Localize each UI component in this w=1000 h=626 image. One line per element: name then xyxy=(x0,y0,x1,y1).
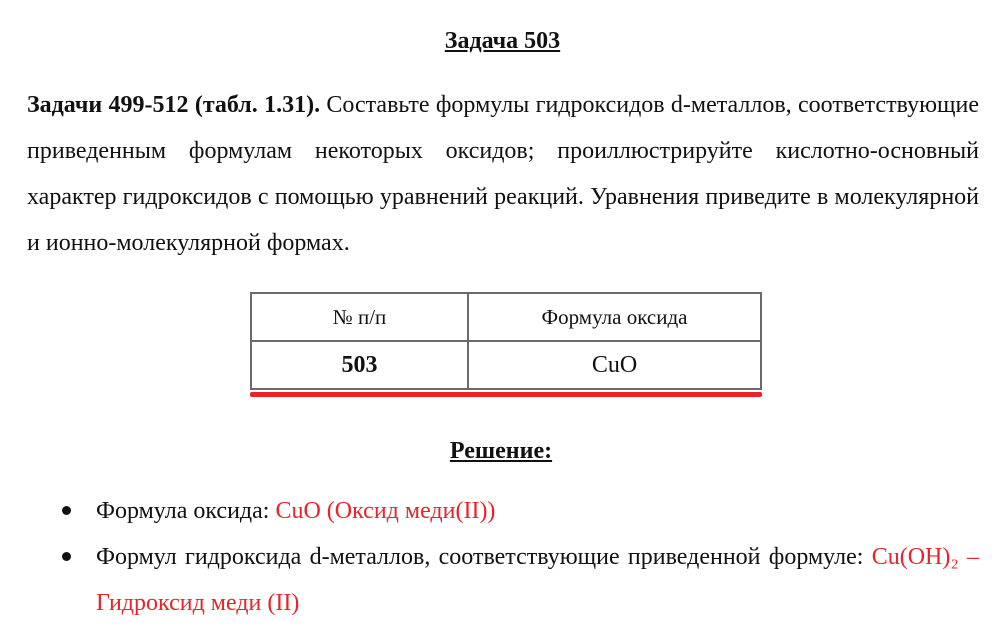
table-header-row xyxy=(251,293,761,341)
bullet-highlight: Cu(OH)₂ – Гидроксид меди (II) xyxy=(96,544,979,616)
bullet-icon xyxy=(62,552,71,561)
list-item xyxy=(62,488,979,534)
solution-list xyxy=(62,488,979,626)
bullet-text: Формула оксида: xyxy=(96,498,276,524)
task-range-label: Задачи 499-512 (табл. 1.31). xyxy=(27,92,321,118)
oxide-table xyxy=(250,292,762,390)
header-number: № п/п xyxy=(251,293,468,341)
solution-heading: Решение: xyxy=(449,438,553,464)
task-title: Задача 503 xyxy=(444,28,561,54)
task-statement xyxy=(27,82,979,266)
bullet-highlight: CuO (Оксид меди(II)) xyxy=(275,498,496,524)
list-item xyxy=(62,534,979,626)
header-oxide-formula: Формула оксида xyxy=(468,293,761,341)
task-text: Составьте формулы гидроксидов d-металлов, соответствующие приведенным формулам некоторых оксидов; проиллюстрируйте кислотно-основный характер гидроксидов с помощью уравнений реакций. Уравнения приведите в молекулярной и ионно-молекулярной формах. xyxy=(27,92,979,256)
bullet-text: Формул гидроксида d-металлов, соответствующие приведенной формуле: xyxy=(96,544,872,570)
table-row xyxy=(251,341,761,389)
red-underline xyxy=(250,392,762,397)
cell-number: 503 xyxy=(251,341,468,389)
bullet-icon xyxy=(62,506,71,515)
cell-oxide-formula: CuO xyxy=(468,341,761,389)
